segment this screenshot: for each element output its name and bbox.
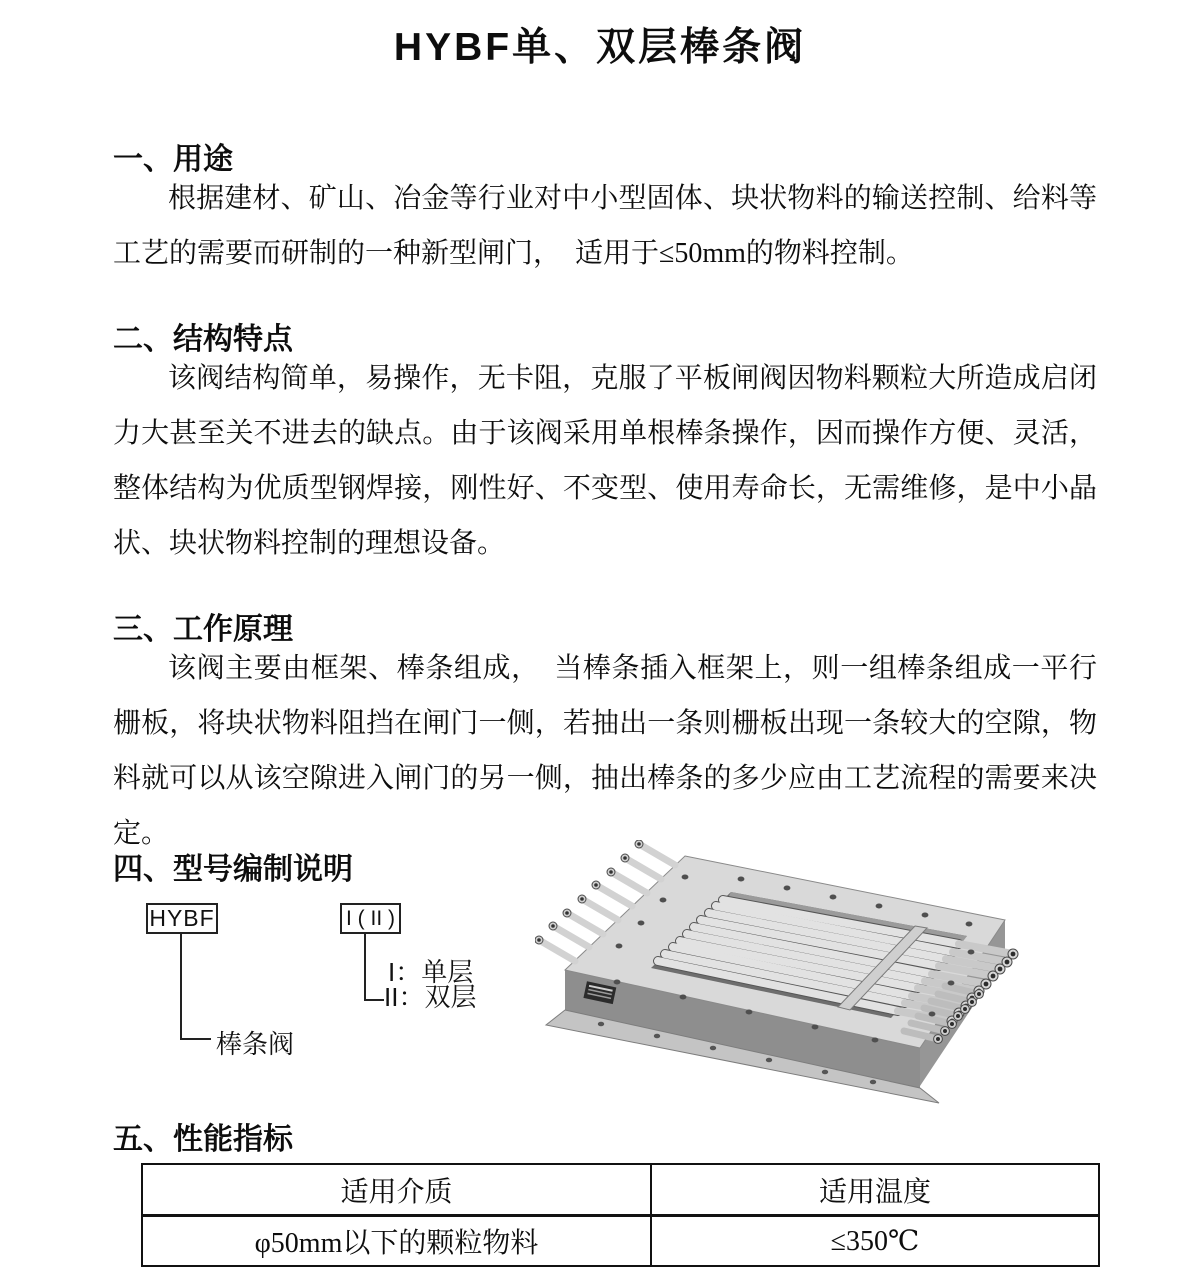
section-heading-model: 四、型号编制说明 <box>113 853 353 886</box>
product-photo <box>535 840 1040 1105</box>
section-heading-usage: 一、用途 <box>113 143 233 176</box>
section-heading-principle: 三、工作原理 <box>113 613 293 646</box>
connector-line-vertical-code <box>180 932 182 1040</box>
section-heading-structure: 二、结构特点 <box>113 323 293 356</box>
paragraph-structure: 该阀结构简单，易操作，无卡阻，克服了平板闸阀因物料颗粒大所造成启闭力大甚至关不进去的缺点。由于该阀采用单根棒条操作，因而操作方便、灵活，整体结构为优质型钢焊接，刚性好、不变型、使用寿命长，无需维修，是中小晶状、块状物料控制的理想设备。 <box>113 363 1097 559</box>
cell-temperature-value: ≤350℃ <box>651 1216 1099 1267</box>
table-row <box>142 1216 1099 1267</box>
table-header-row <box>142 1164 1099 1216</box>
layer-code-box: I ( II ) <box>340 903 401 934</box>
model-code-label: 棒条阀 <box>216 1029 295 1059</box>
connector-line-horizontal-layer <box>364 999 384 1001</box>
layer-option-double: II：双层 <box>384 982 477 1012</box>
connector-line-vertical-layer <box>364 932 366 1001</box>
header-medium: 适用介质 <box>142 1164 651 1216</box>
header-temperature: 适用温度 <box>651 1164 1099 1216</box>
layer-option-single: I：单层 <box>388 957 474 987</box>
performance-table <box>141 1163 1100 1267</box>
paragraph-principle: 该阀主要由框架、棒条组成， 当棒条插入框架上，则一组棒条组成一平行栅板，将块状物料阻挡在闸门一侧，若抽出一条则栅板出现一条较大的空隙，物料就可以从该空隙进入闸门的另一侧，抽出棒条的多少应由工艺流程的需要来决定。 <box>113 653 1097 849</box>
paragraph-usage: 根据建材、矿山、冶金等行业对中小型固体、块状物料的输送控制、给料等工艺的需要而研制的一种新型闸门， 适用于≤50mm的物料控制。 <box>113 183 1097 269</box>
model-code-box: HYBF <box>146 903 218 934</box>
cell-medium-value: φ50mm以下的颗粒物料 <box>142 1216 651 1267</box>
connector-line-horizontal-code <box>180 1038 211 1040</box>
section-heading-performance: 五、性能指标 <box>113 1123 293 1156</box>
page-title: HYBF单、双层棒条阀 <box>393 26 807 69</box>
